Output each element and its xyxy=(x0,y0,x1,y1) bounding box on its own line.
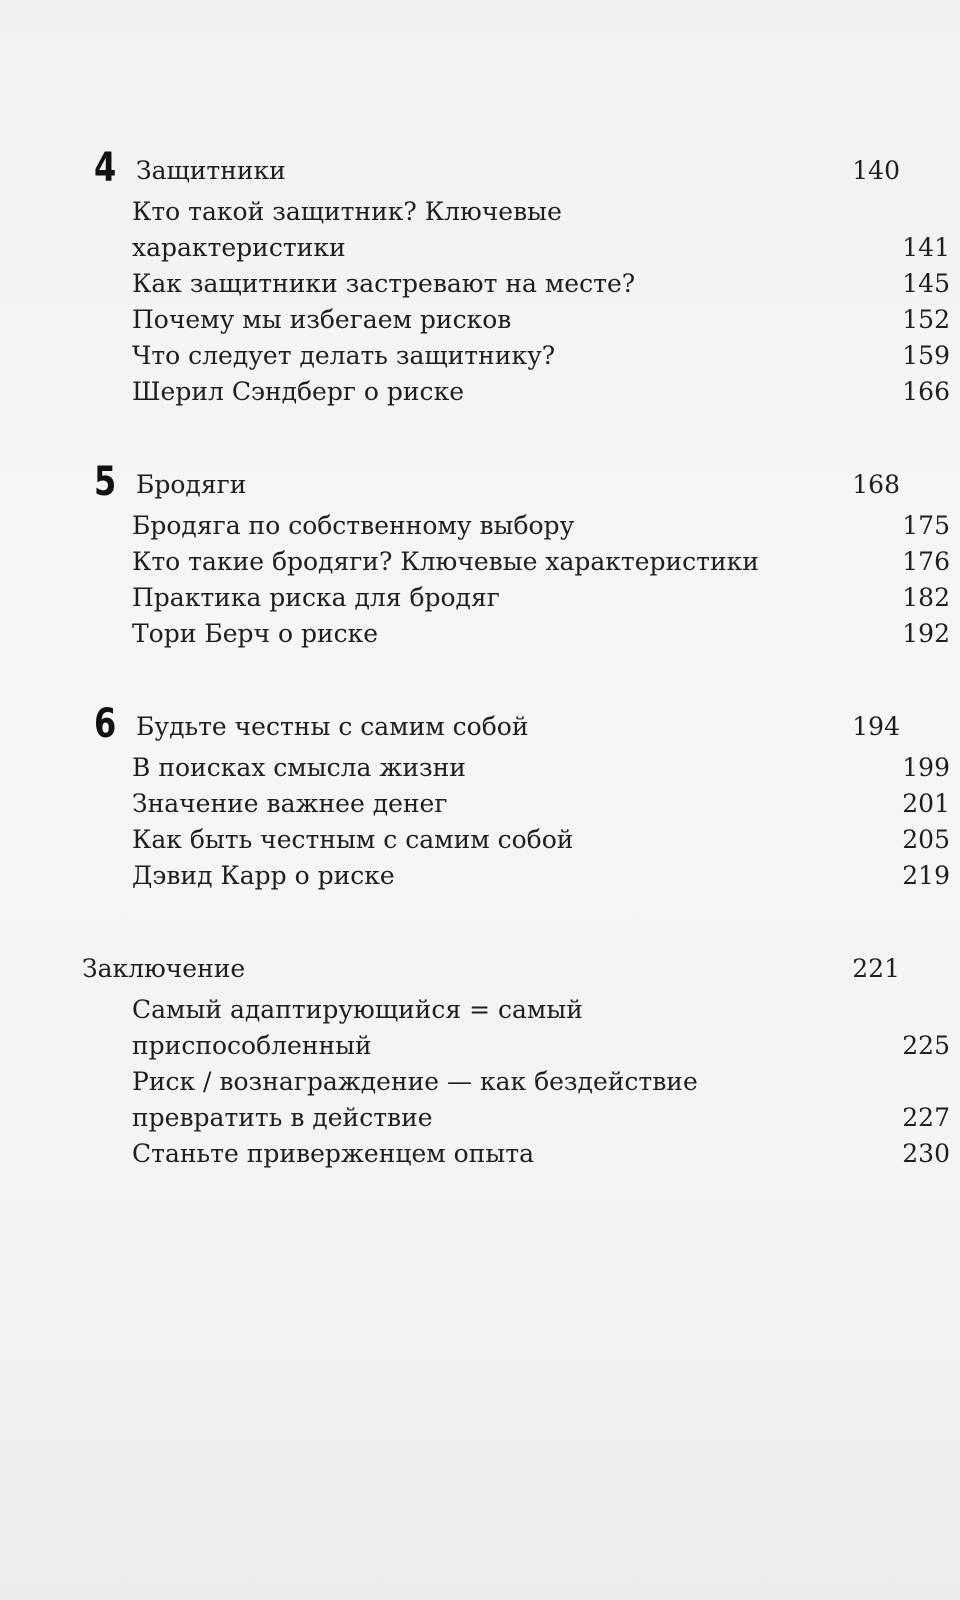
section-title: Бродяга по собственному выбору xyxy=(132,511,575,540)
section-entry xyxy=(132,1136,950,1172)
chapter-title: Защитники xyxy=(136,156,286,185)
section-entry xyxy=(132,302,950,338)
section-entry xyxy=(132,786,950,822)
section-entry xyxy=(132,194,950,266)
section-title: Как быть честным с самим собой xyxy=(132,825,574,854)
section-title: Тори Берч о риске xyxy=(132,619,379,648)
section-page-number: 166 xyxy=(902,377,950,406)
section-title: Самый адаптирующийся = самый приспособленный xyxy=(132,995,583,1060)
section-page-number: 230 xyxy=(902,1139,950,1168)
section-title: Почему мы избегаем рисков xyxy=(132,305,512,334)
section-page-number: 152 xyxy=(902,305,950,334)
chapter-title: Будьте честны с самим собой xyxy=(136,712,529,741)
chapter-title: Бродяги xyxy=(136,470,247,499)
section-title: Риск / вознаграждение — как бездействие превратить в действие xyxy=(132,1067,698,1132)
conclusion-title: Заключение xyxy=(82,954,246,983)
section-entry xyxy=(132,858,950,894)
section-title: В поисках смысла жизни xyxy=(132,753,466,782)
section-entry xyxy=(132,992,950,1064)
section-entry xyxy=(132,580,950,616)
section-entry xyxy=(132,508,950,544)
section-page-number: 201 xyxy=(902,789,950,818)
section-title: Станьте приверженцем опыта xyxy=(132,1139,534,1168)
section-entry xyxy=(132,822,950,858)
chapter-6 xyxy=(82,698,950,894)
section-title: Что следует делать защитнику? xyxy=(132,341,556,370)
chapter-number: 5 xyxy=(94,459,117,505)
section-page-number: 192 xyxy=(902,619,950,648)
section-title: Кто такой защитник? Ключевые характеристики xyxy=(132,197,562,262)
section-page-number: 205 xyxy=(902,825,950,854)
section-page-number: 199 xyxy=(902,753,950,782)
table-of-contents xyxy=(82,142,950,1172)
section-title: Кто такие бродяги? Ключевые характеристики xyxy=(132,547,759,576)
conclusion-heading xyxy=(82,940,900,992)
chapter-heading xyxy=(82,456,900,508)
section-title: Значение важнее денег xyxy=(132,789,448,818)
chapter-number: 4 xyxy=(94,145,117,191)
section-entry xyxy=(132,750,950,786)
section-entry xyxy=(132,544,950,580)
chapter-page-number: 140 xyxy=(852,156,900,185)
chapter-page-number: 194 xyxy=(852,712,900,741)
section-page-number: 225 xyxy=(902,1031,950,1060)
section-page-number: 176 xyxy=(902,547,950,576)
chapter-page-number: 168 xyxy=(852,470,900,499)
section-title: Как защитники застревают на месте? xyxy=(132,269,636,298)
section-title: Практика риска для бродяг xyxy=(132,583,500,612)
section-entry xyxy=(132,338,950,374)
section-page-number: 227 xyxy=(902,1103,950,1132)
chapter-heading xyxy=(82,142,900,194)
section-entry xyxy=(132,266,950,302)
chapter-5 xyxy=(82,456,950,652)
section-page-number: 141 xyxy=(902,233,950,262)
chapter-heading xyxy=(82,698,900,750)
section-title: Дэвид Карр о риске xyxy=(132,861,395,890)
conclusion xyxy=(82,940,950,1172)
section-entry xyxy=(132,374,950,410)
section-page-number: 159 xyxy=(902,341,950,370)
section-title: Шерил Сэндберг о риске xyxy=(132,377,464,406)
section-page-number: 145 xyxy=(902,269,950,298)
section-page-number: 182 xyxy=(902,583,950,612)
section-page-number: 175 xyxy=(902,511,950,540)
chapter-4 xyxy=(82,142,950,410)
section-entry xyxy=(132,616,950,652)
section-page-number: 219 xyxy=(902,861,950,890)
chapter-number: 6 xyxy=(94,701,117,747)
section-entry xyxy=(132,1064,950,1136)
conclusion-page-number: 221 xyxy=(852,954,900,983)
